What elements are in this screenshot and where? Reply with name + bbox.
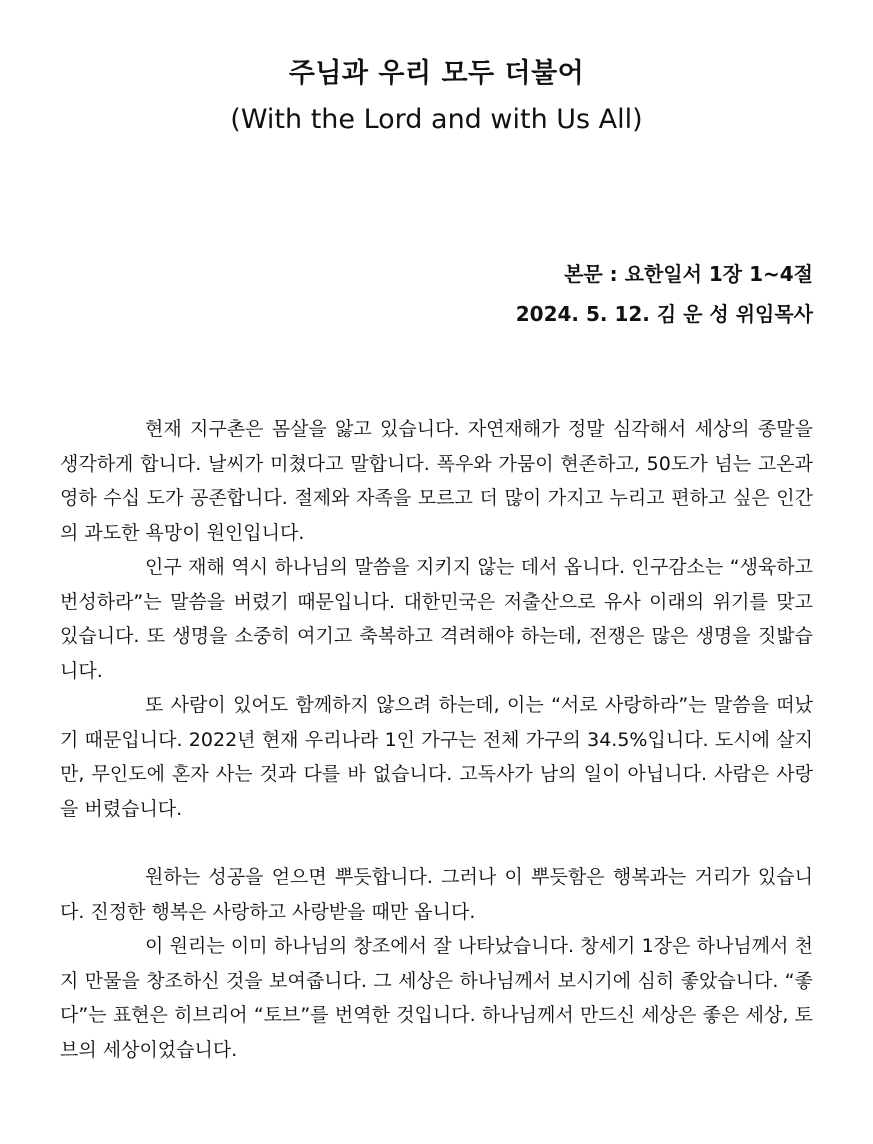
sermon-meta [516, 254, 813, 334]
sermon-body [60, 412, 813, 1067]
body-paragraph: 현재 지구촌은 몸살을 앓고 있습니다. 자연재해가 정말 심각해서 세상의 종말을 생각하게 합니다. 날씨가 미쳤다고 말합니다. 폭우와 가뭄이 현존하고, 50도가 넘는 고온과 영하 수십 도가 공존합니다. 절제와 자족을 모르고 더 많이 가지고 누리고 편하고 싶은 인간의 과도한 욕망이 원인입니다. [60, 418, 813, 544]
body-paragraph: 인구 재해 역시 하나님의 말씀을 지키지 않는 데서 옵니다. 인구감소는 “생육하고 번성하라”는 말씀을 버렸기 때문입니다. 대한민국은 저출산으로 유사 이래의 위기를 맞고 있습니다. 또 생명을 소중히 여기고 축복하고 격려해야 하는데, 전쟁은 많은 생명을 짓밟습니다. [60, 556, 813, 682]
title-block [0, 52, 873, 144]
body-paragraph: 이 원리는 이미 하나님의 창조에서 잘 나타났습니다. 창세기 1장은 하나님께서 천지 만물을 창조하신 것을 보여줍니다. 그 세상은 하나님께서 보시기에 심히 좋았습니다. “좋다”는 표현은 히브리어 “토브”를 번역한 것입니다. 하나님께서 만드신 세상은 좋은 세상, 토브의 세상이었습니다. [60, 935, 813, 1061]
paragraph-spacer [60, 826, 813, 860]
date-and-author: 2024. 5. 12. 김 운 성 위임목사 [515, 302, 813, 326]
sermon-subtitle: (With the Lord and with Us All) [230, 104, 643, 135]
sermon-title: 주님과 우리 모두 더불어 [288, 58, 585, 89]
body-paragraph: 또 사람이 있어도 함께하지 않으려 하는데, 이는 “서로 사랑하라”는 말씀을 떠났기 때문입니다. 2022년 현재 우리나라 1인 가구는 전체 가구의 34.5%입니다. 도시에 살지만, 무인도에 혼자 사는 것과 다를 바 없습니다. 고독사가 남의 일이 아닙니다. 사람은 사랑을 버렸습니다. [60, 694, 813, 820]
body-paragraph: 원하는 성공을 얻으면 뿌듯합니다. 그러나 이 뿌듯함은 행복과는 거리가 있습니다. 진정한 행복은 사랑하고 사랑받을 때만 옵니다. [60, 866, 813, 923]
scripture-reference: 본문 : 요한일서 1장 1~4절 [564, 262, 813, 286]
